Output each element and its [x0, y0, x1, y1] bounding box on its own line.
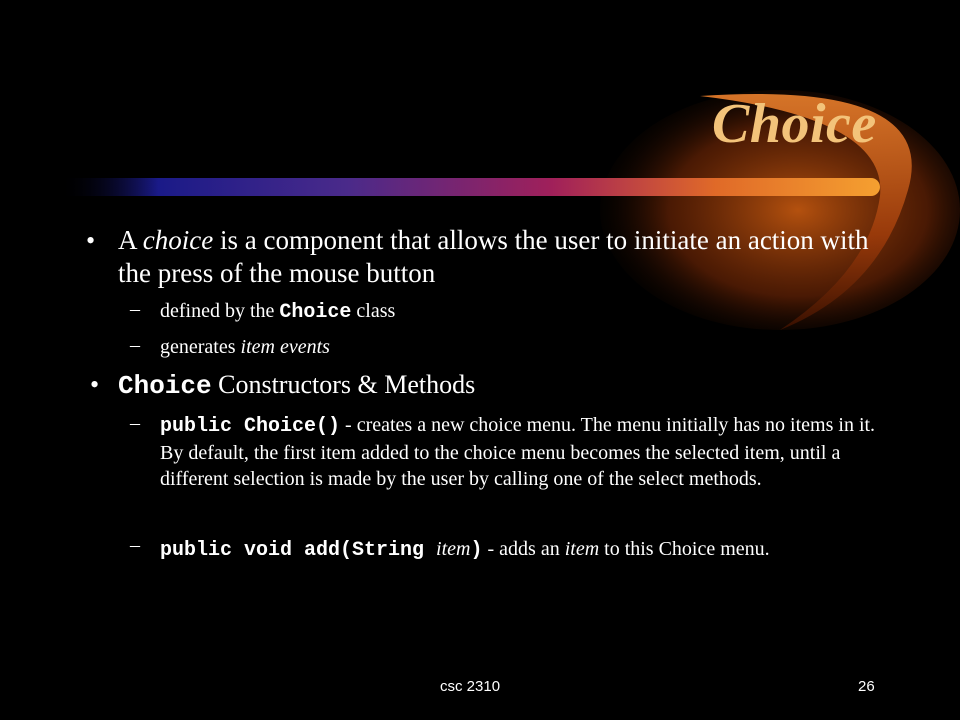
bullet-marker: •: [90, 370, 100, 399]
sub-bullet-constructor: [160, 412, 880, 492]
bullet1-rest: is a component that allows the user to initiate an action with the press of the mouse button: [118, 225, 869, 288]
footer-page-number: 26: [858, 678, 875, 695]
constructor-code: public Choice(): [160, 415, 341, 438]
swoosh-bar: [60, 178, 880, 196]
dash-marker: –: [130, 334, 140, 356]
bullet1-prefix: A: [118, 225, 143, 255]
dash-marker: –: [130, 412, 140, 434]
sub-bullet-defined-by: [160, 298, 395, 326]
dash-marker: –: [130, 534, 140, 556]
footer-course: csc 2310: [440, 678, 501, 695]
sub1-prefix: defined by the: [160, 300, 280, 322]
sub1-code: Choice: [279, 301, 352, 324]
bullet-choice-definition: [118, 224, 878, 290]
add-param: item: [436, 538, 471, 560]
sub1-suffix: class: [351, 300, 396, 322]
bullet2-rest: Constructors & Methods: [211, 370, 476, 399]
add-text-start: - adds an: [482, 538, 565, 560]
sub-bullet-add-method: [160, 534, 880, 566]
bullet-marker: •: [86, 226, 96, 255]
slide-title: Choice: [712, 93, 877, 155]
sub2-emphasis: item events: [240, 336, 330, 358]
add-text-end: to this Choice menu.: [599, 538, 770, 560]
add-code-end: ): [470, 539, 483, 562]
bullet2-code: Choice: [118, 371, 212, 401]
dash-marker: –: [130, 298, 140, 320]
sub2-prefix: generates: [160, 336, 241, 358]
add-emphasis: item: [564, 538, 600, 560]
constructor-description: - creates a new choice menu. The menu initially has no items in it. By default, the first item added to the choice menu becomes the selected item, until a different selection is made by the user by calling one of the select methods.: [160, 414, 876, 490]
sub-bullet-generates: [160, 334, 330, 360]
bullet-constructors-methods: [118, 368, 475, 403]
bullet1-emphasis: choice: [142, 225, 214, 255]
add-code-start: public void add(String: [160, 539, 437, 562]
